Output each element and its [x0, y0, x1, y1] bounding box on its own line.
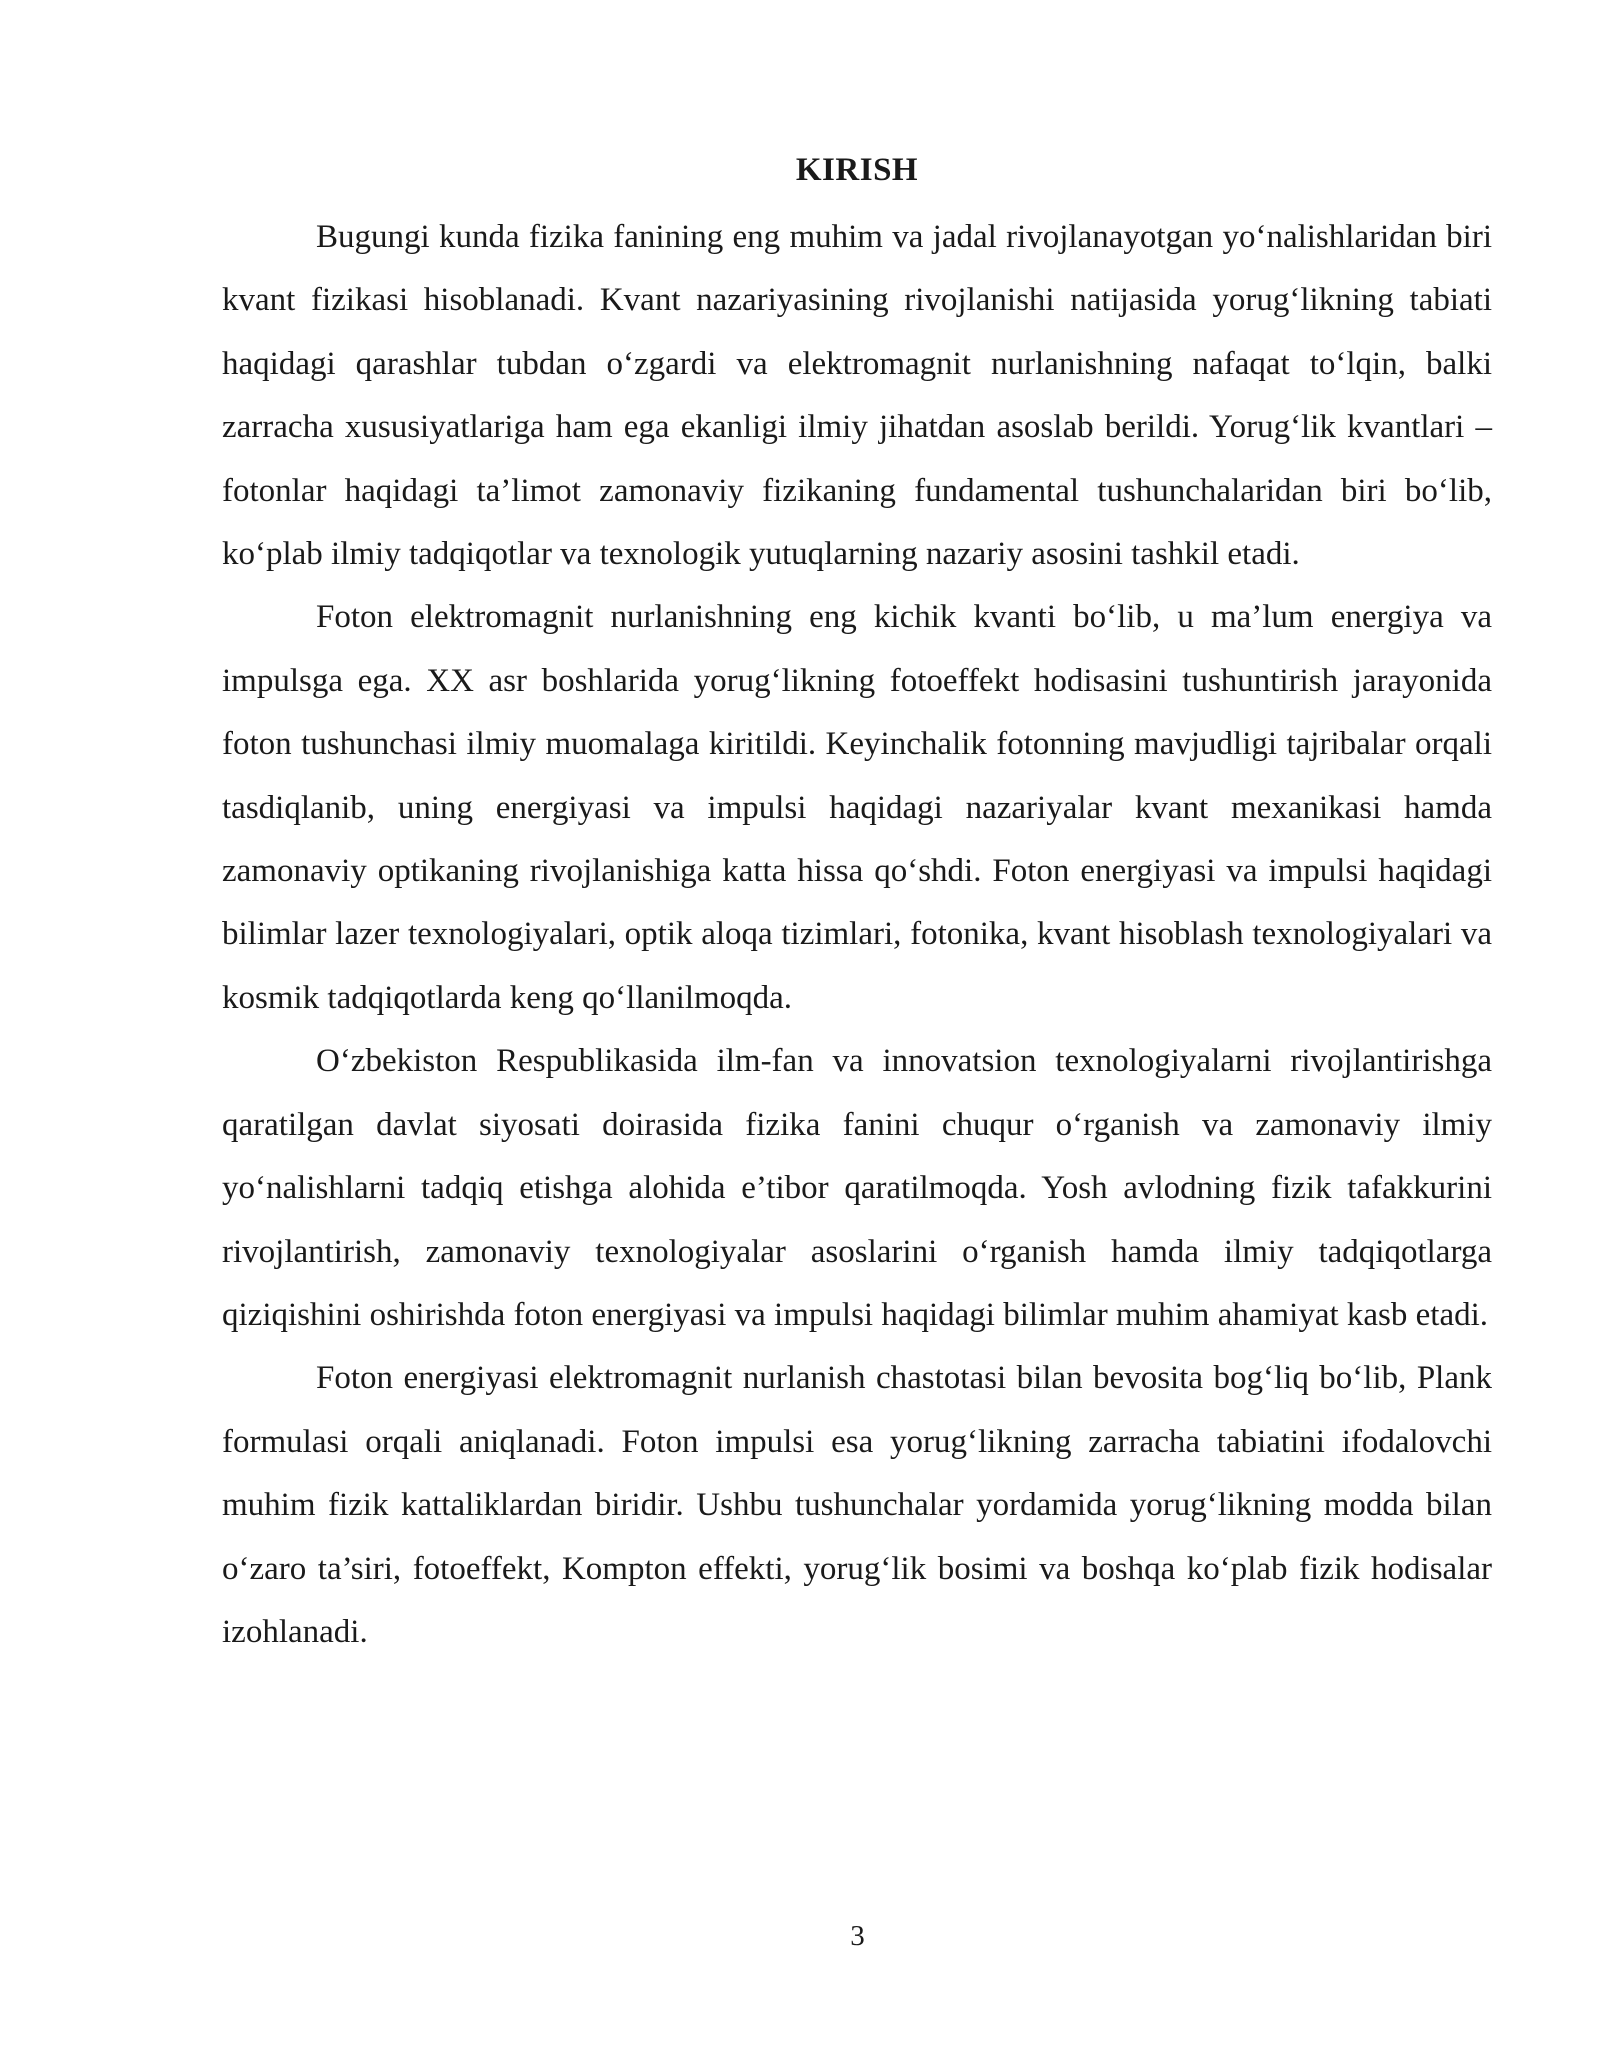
page-content	[222, 148, 1492, 1664]
paragraph-2: Foton elektromagnit nurlanishning eng kichik kvanti bo‘lib, u ma’lum energiya va impulsga ega. XX asr boshlarida yorug‘likning fotoeffekt hodisasini tushuntirish jarayonida foton tushunchasi ilmiy muomalaga kiritildi. Keyinchalik fotonning mavjudligi tajribalar orqali tasdiqlanib, uning energiyasi va impulsi haqidagi nazariyalar kvant mexanikasi hamda zamonaviy optikaning rivojlanishiga katta hissa qo‘shdi. Foton energiyasi va impulsi haqidagi bilimlar lazer texnologiyalari, optik aloqa tizimlari, fotonika, kvant hisoblash texnologiyalari va kosmik tadqiqotlarda keng qo‘llanilmoqda.	[222, 599, 1492, 1016]
page-number: 3	[850, 1920, 865, 1952]
paragraph-1: Bugungi kunda fizika fanining eng muhim va jadal rivojlanayotgan yo‘nalishlaridan biri kvant fizikasi hisoblanadi. Kvant nazariyasining rivojlanishi natijasida yorug‘likning tabiati haqidagi qarashlar tubdan o‘zgardi va elektromagnit nurlanishning nafaqat to‘lqin, balki zarracha xususiyatlariga ham ega ekanligi ilmiy jihatdan asoslab berildi. Yorug‘lik kvantlari – fotonlar haqidagi ta’limot zamonaviy fizikaning fundamental tushunchalaridan biri bo‘lib, ko‘plab ilmiy tadqiqotlar va texnologik yutuqlarning nazariy asosini tashkil etadi.	[222, 219, 1492, 573]
paragraph-3: O‘zbekiston Respublikasida ilm-fan va innovatsion texnologiyalarni rivojlantirishga qaratilgan davlat siyosati doirasida fizika fanini chuqur o‘rganish va zamonaviy ilmiy yo‘nalishlarni tadqiq etishga alohida e’tibor qaratilmoqda. Yosh avlodning fizik tafakkurini rivojlantirish, zamonaviy texnologiyalar asoslarini o‘rganish hamda ilmiy tadqiqotlarga qiziqishini oshirishda foton energiyasi va impulsi haqidagi bilimlar muhim ahamiyat kasb etadi.	[222, 1043, 1492, 1333]
section-title: KIRISH	[795, 152, 919, 188]
paragraph-4: Foton energiyasi elektromagnit nurlanish chastotasi bilan bevosita bog‘liq bo‘lib, Plank formulasi orqali aniqlanadi. Foton impulsi esa yorug‘likning zarracha tabiatini ifodalovchi muhim fizik kattaliklardan biridir. Ushbu tushunchalar yordamida yorug‘likning modda bilan o‘zaro ta’siri, fotoeffekt, Kompton effekti, yorug‘lik bosimi va boshqa ko‘plab fizik hodisalar izohlanadi.	[222, 1360, 1492, 1650]
